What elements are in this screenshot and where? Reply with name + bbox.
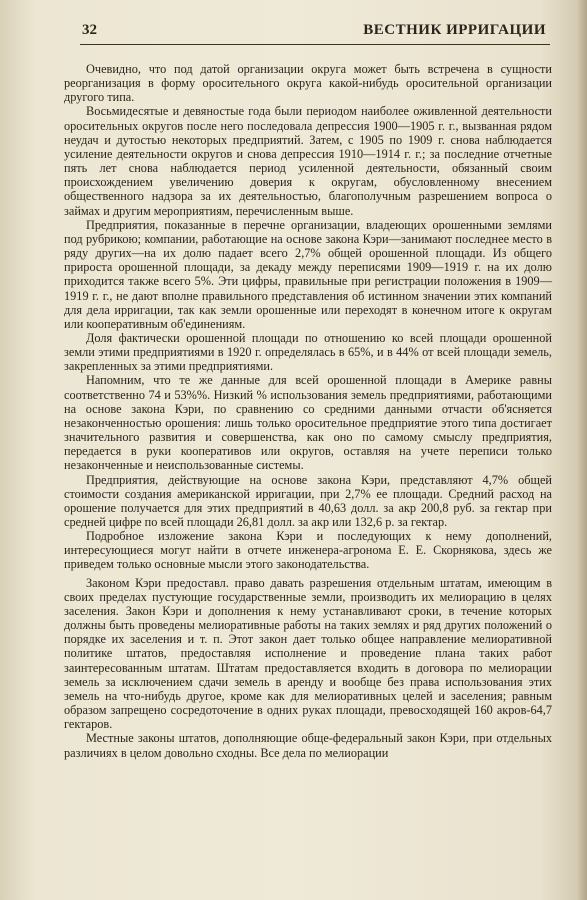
paragraph: Подробное изложение закона Кэри и последующих к нему дополнений, интересующиеся могут найти в отчете инженера-агронома Е. Е. Скорнякова, здесь же приведем только основные мысли этого законодательства. xyxy=(64,529,552,572)
paragraph: Очевидно, что под датой организации округа может быть встречена в сущности реорганизация в форму оросительного округа какой-нибудь оросительной организации другого типа. xyxy=(64,62,552,105)
paragraph: Напомним, что те же данные для всей орошенной площади в Америке равны соответственно 74 и 53%%. Низкий % использования земель предприятиями, работающими на основе закона Кэри, по сравнению со средними данными отчасти об'ясняется незаконченностью орошения: лишь только оросительное предприятие этого типа достигает значительного развития и совершенства, как оно по самому смыслу предприятия, передается в руки кооперативов или округов, оставляя на учете переписи только незаконченные и неиспользованные системы. xyxy=(64,373,552,473)
paragraph: Восьмидесятые и девяностые года были периодом наиболее оживленной деятельности оросительных округов после него последовала депрессия 1900—1905 г. г., вызванная рядом неудач и дутостью некоторых предприятий. Затем, с 1905 по 1909 г. снова наблюдается усиление деятельности округов и снова депрессия 1910—1914 г. г.; за последние отчетные пять лет снова наблюдается период усиленной деятельности, обязанный своим происхождением увеличению доверия к округам, обусловленному внесением общественного надзора за их деятельностью, благополучным разрешением вопроса о займах и другим мероприятиям, перечисленным выше. xyxy=(64,104,552,218)
page-number: 32 xyxy=(82,22,97,38)
paragraph: Законом Кэри предоставл. право давать разрешения отдельным штатам, имеющим в своих пределах пустующие государственные земли, производить их мелиорацию в целях заселения. Закон Кэри и дополнения к нему устанавливают сроки, в течение которых должны быть проведены мелиоративные работы на таких землях и ряд других положений о порядке их заселения и т. п. Этот закон дает только общее направление мелиоративной политике штатов, предоставляя исполнение и проведение плана таких работ заинтересованным штатам. Штатам предоставляется входить в договора по мелиорации земель за исключением сдачи земель в аренду и вообще без права использования этих земель на что-нибудь другое, кроме как для мелиоративных целей и заселения; равным образом запрещено сосредоточение в одних руках площади, превосходящей 160 акров-64,7 гектаров. xyxy=(64,575,552,732)
paragraph: Предприятия, действующие на основе закона Кэри, представляют 4,7% общей стоимости создания американской ирригации, при 2,7% ее площади. Средний расход на орошение получается для этих предприятий в 40,63 долл. за акр 200,8 руб. за гектар при средней цифре по всей площади 26,81 долл. за акр или 132,6 р. за гектар. xyxy=(64,472,552,529)
paragraph: Доля фактически орошенной площади по отношению ко всей площади орошенной земли этими предприятиями в 1920 г. определялась в 65%, и в 44% от всей площади земель, закрепленных за этими предприятиями. xyxy=(64,330,552,374)
journal-title: ВЕСТНИК ИРРИГАЦИИ xyxy=(363,22,546,38)
page-edge-shadow xyxy=(577,0,587,900)
running-header xyxy=(80,22,550,45)
paragraph: Предприятия, показанные в перечне организации, владеющих орошенными землями под рубрикою; компании, работающие на основе закона Кэри—занимают последнее место в ряду других—на их долю падает всего 2,7% общей орошенной площади. Из общего прироста орошенной площади, за декаду между переписями 1909—1919 г. на их долю приходится также всего 5%. Эти цифры, правильные при регистрации положения в 1909—1919 г. г., не дают вполне правильного представления об истинном значении этих компаний для дела ирригации, так как земли орошенные или переходят в конечном итоге к округам или кооперативным об'единениям. xyxy=(64,217,552,331)
article-body xyxy=(64,62,552,760)
paragraph: Местные законы штатов, дополняющие обще-федеральный закон Кэри, при отдельных различиях в целом довольно сходны. Все дела по мелиорации xyxy=(64,731,552,760)
